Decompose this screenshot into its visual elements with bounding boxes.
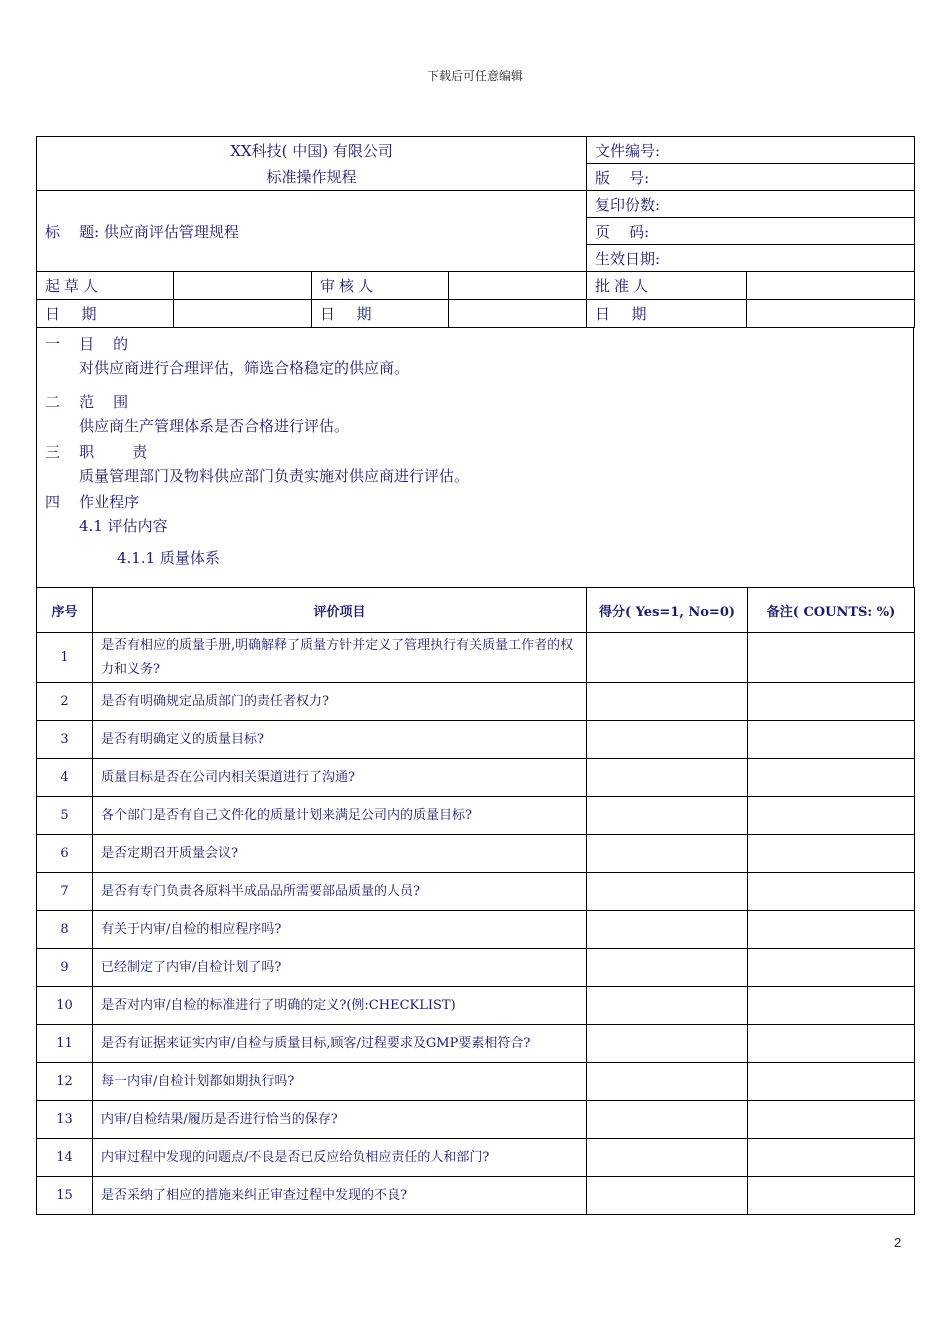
approver-date-value xyxy=(747,300,915,328)
note-cell[interactable] xyxy=(748,1025,915,1063)
section-4-title: 四 作业程序 xyxy=(45,493,140,511)
row-number: 11 xyxy=(37,1025,93,1063)
file-no-label: 文件编号: xyxy=(587,137,915,164)
section-2-title: 二 范 围 xyxy=(45,393,129,411)
table-row xyxy=(37,987,915,1025)
row-item: 已经制定了内审/自检计划了吗? xyxy=(93,949,587,987)
section-4-1: 4.1 评估内容 xyxy=(79,517,168,535)
col-header-score: 得分( Yes=1, No=0) xyxy=(587,588,748,633)
row-number: 9 xyxy=(37,949,93,987)
score-cell[interactable] xyxy=(587,1101,748,1139)
approver-date-label: 日 期 xyxy=(587,300,747,328)
score-cell[interactable] xyxy=(587,1139,748,1177)
row-number: 14 xyxy=(37,1139,93,1177)
table-row xyxy=(37,797,915,835)
row-item: 质量目标是否在公司内相关渠道进行了沟通? xyxy=(93,759,587,797)
row-item: 是否有明确定义的质量目标? xyxy=(93,721,587,759)
table-row xyxy=(37,1139,915,1177)
note-cell[interactable] xyxy=(748,1063,915,1101)
note-cell[interactable] xyxy=(748,911,915,949)
table-row xyxy=(37,1101,915,1139)
version-label: 版 号: xyxy=(587,164,915,191)
row-item: 是否有相应的质量手册,明确解释了质量方针并定义了管理执行有关质量工作者的权力和义务? xyxy=(93,633,587,683)
note-cell[interactable] xyxy=(748,633,915,683)
score-cell[interactable] xyxy=(587,1063,748,1101)
row-number: 5 xyxy=(37,797,93,835)
table-row xyxy=(37,1063,915,1101)
note-cell[interactable] xyxy=(748,721,915,759)
note-cell[interactable] xyxy=(748,987,915,1025)
section-1-title: 一 目 的 xyxy=(45,335,129,353)
score-cell[interactable] xyxy=(587,873,748,911)
row-number: 7 xyxy=(37,873,93,911)
company-name: XX科技( 中国) 有限公司 xyxy=(230,141,393,160)
row-item: 每一内审/自检计划都如期执行吗? xyxy=(93,1063,587,1101)
row-number: 2 xyxy=(37,683,93,721)
table-row xyxy=(37,835,915,873)
row-item: 是否定期召开质量会议? xyxy=(93,835,587,873)
table-row xyxy=(37,911,915,949)
top-note: 下载后可任意编辑 xyxy=(426,69,523,83)
signature-table xyxy=(36,271,915,328)
score-cell[interactable] xyxy=(587,949,748,987)
row-number: 10 xyxy=(37,987,93,1025)
col-header-seq: 序号 xyxy=(37,588,93,633)
approver-value xyxy=(747,272,915,300)
reviewer-date-value xyxy=(449,300,587,328)
row-item: 是否有专门负责各原料半成品品所需要部品质量的人员? xyxy=(93,873,587,911)
section-4-1-1: 4.1.1 质量体系 xyxy=(117,549,220,567)
row-number: 8 xyxy=(37,911,93,949)
note-cell[interactable] xyxy=(748,1177,915,1215)
row-number: 3 xyxy=(37,721,93,759)
section-2-text: 供应商生产管理体系是否合格进行评估。 xyxy=(79,417,350,435)
row-item: 是否有证据来证实内审/自检与质量目标,顾客/过程要求及GMP要素相符合? xyxy=(93,1025,587,1063)
row-number: 12 xyxy=(37,1063,93,1101)
section-3-title: 三 职 责 xyxy=(45,443,148,461)
score-cell[interactable] xyxy=(587,987,748,1025)
score-cell[interactable] xyxy=(587,911,748,949)
note-cell[interactable] xyxy=(748,683,915,721)
effective-date-label: 生效日期: xyxy=(587,245,915,272)
table-row xyxy=(37,873,915,911)
body-cell xyxy=(37,328,914,589)
drafter-value xyxy=(174,272,312,300)
note-cell[interactable] xyxy=(748,1139,915,1177)
row-item: 各个部门是否有自己文件化的质量计划来满足公司内的质量目标? xyxy=(93,797,587,835)
col-header-item: 评价项目 xyxy=(93,588,587,633)
score-cell[interactable] xyxy=(587,1177,748,1215)
title-label: 标 题: xyxy=(45,222,100,241)
sop-document xyxy=(36,136,914,1215)
table-row xyxy=(37,683,915,721)
title-cell xyxy=(37,191,587,272)
table-row xyxy=(37,1025,915,1063)
row-item: 是否有明确规定品质部门的责任者权力? xyxy=(93,683,587,721)
score-cell[interactable] xyxy=(587,759,748,797)
reviewer-date-label: 日 期 xyxy=(312,300,449,328)
body-table xyxy=(36,327,914,588)
row-number: 4 xyxy=(37,759,93,797)
doc-type: 标准操作规程 xyxy=(266,167,357,186)
table-row xyxy=(37,633,915,683)
section-3-text: 质量管理部门及物料供应部门负责实施对供应商进行评估。 xyxy=(79,467,470,485)
table-row xyxy=(37,759,915,797)
score-cell[interactable] xyxy=(587,633,748,683)
score-cell[interactable] xyxy=(587,835,748,873)
header-table xyxy=(36,136,915,272)
row-number: 15 xyxy=(37,1177,93,1215)
note-cell[interactable] xyxy=(748,873,915,911)
score-cell[interactable] xyxy=(587,721,748,759)
score-cell[interactable] xyxy=(587,1025,748,1063)
title-value: 供应商评估管理规程 xyxy=(103,222,239,241)
copies-label: 复印份数: xyxy=(587,191,915,218)
row-number: 6 xyxy=(37,835,93,873)
row-item: 内审过程中发现的问题点/不良是否已反应给负相应责任的人和部门? xyxy=(93,1139,587,1177)
note-cell[interactable] xyxy=(748,759,915,797)
section-1-text: 对供应商进行合理评估，筛选合格稳定的供应商。 xyxy=(79,359,410,377)
note-cell[interactable] xyxy=(748,949,915,987)
row-number: 1 xyxy=(37,633,93,683)
row-item: 是否对内审/自检的标准进行了明确的定义?(例:CHECKLIST) xyxy=(93,987,587,1025)
page-number: 2 xyxy=(894,1235,902,1250)
company-cell xyxy=(37,137,587,191)
row-number: 13 xyxy=(37,1101,93,1139)
row-item: 是否采纳了相应的措施来纠正审查过程中发现的不良? xyxy=(93,1177,587,1215)
table-row xyxy=(37,949,915,987)
evaluation-table xyxy=(36,587,915,1215)
score-cell[interactable] xyxy=(587,797,748,835)
table-row xyxy=(37,1177,915,1215)
score-cell[interactable] xyxy=(587,683,748,721)
reviewer-label: 审核人 xyxy=(312,272,449,300)
note-cell[interactable] xyxy=(748,797,915,835)
note-cell[interactable] xyxy=(748,1101,915,1139)
table-row xyxy=(37,721,915,759)
drafter-date-value xyxy=(174,300,312,328)
drafter-date-label: 日 期 xyxy=(37,300,174,328)
drafter-label: 起草人 xyxy=(37,272,174,300)
row-item: 有关于内审/自检的相应程序吗? xyxy=(93,911,587,949)
page-label: 页 码: xyxy=(587,218,915,245)
reviewer-value xyxy=(449,272,587,300)
col-header-note: 备注( COUNTS: %) xyxy=(748,588,915,633)
row-item: 内审/自检结果/履历是否进行恰当的保存? xyxy=(93,1101,587,1139)
approver-label: 批准人 xyxy=(587,272,747,300)
note-cell[interactable] xyxy=(748,835,915,873)
